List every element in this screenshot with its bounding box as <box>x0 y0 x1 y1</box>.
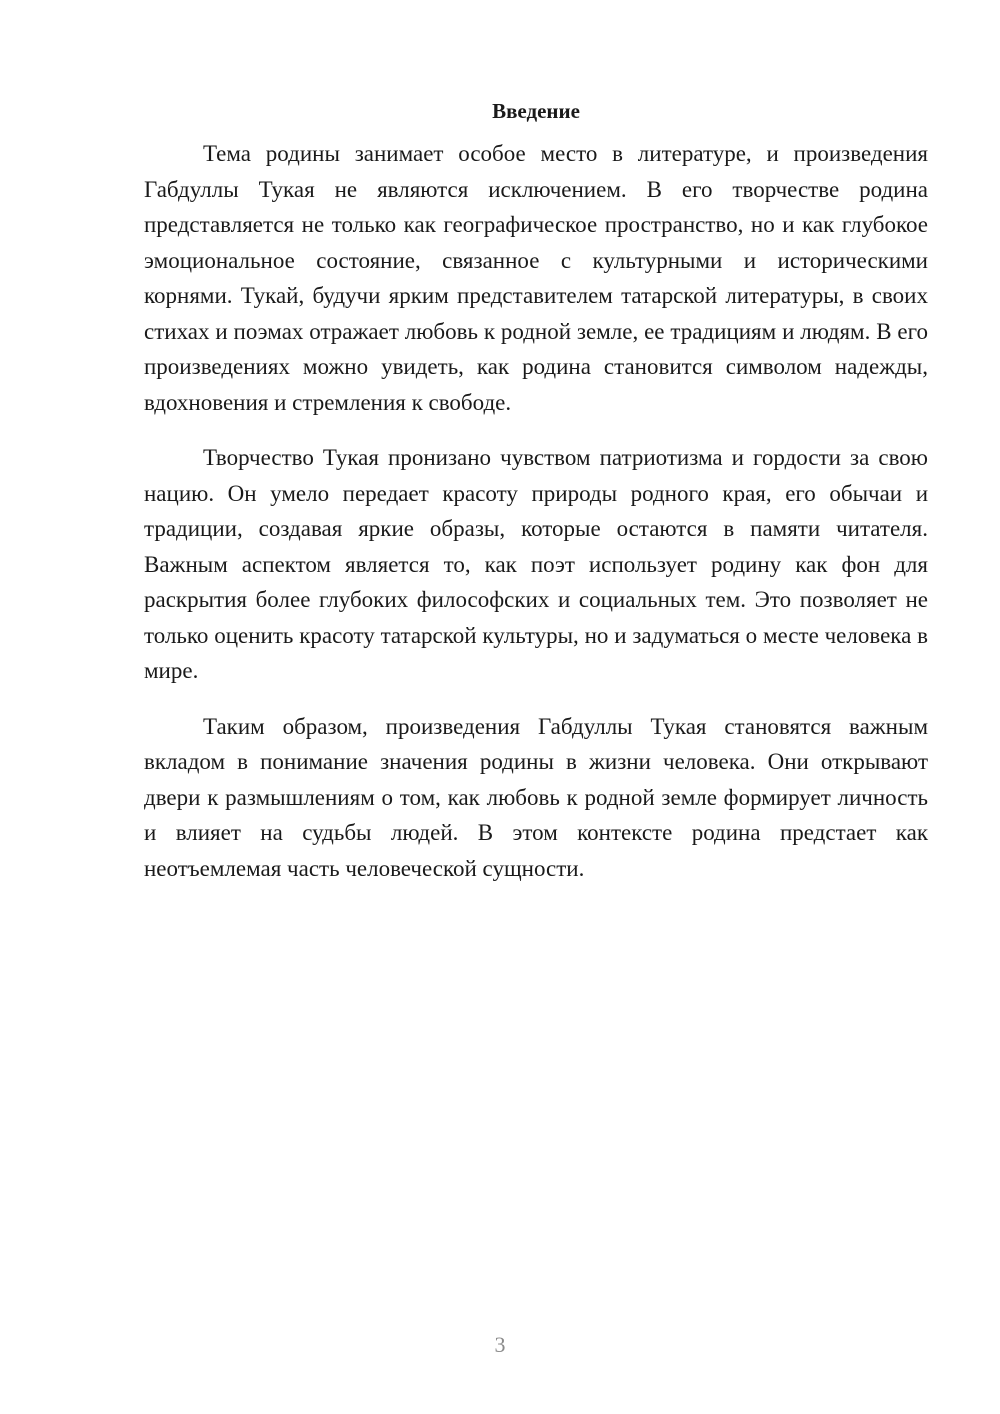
page-number: 3 <box>494 1332 506 1357</box>
paragraph-1: Тема родины занимает особое место в литературе, и произведения Габдуллы Тукая не являются исключением. В его творчестве родина представляется не только как географическое пространство, но и как глубокое эмоциональное состояние, связанное с культурными и историческими корнями. Тукай, будучи ярким представителем татарской литературы, в своих стихах и поэмах отражает любовь к родной земле, ее традициям и людям. В его произведениях можно увидеть, как родина становится символом надежды, вдохновения и стремления к свободе. <box>144 141 928 415</box>
section-heading: Введение <box>492 99 580 123</box>
page-content <box>144 96 928 906</box>
paragraph-3: Таким образом, произведения Габдуллы Тукая становятся важным вкладом в понимание значения родины в жизни человека. Они открывают двери к размышлениям о том, как любовь к родной земле формирует личность и влияет на судьбы людей. В этом контексте родина предстает как неотъемлемая часть человеческой сущности. <box>144 713 928 881</box>
paragraph-2: Творчество Тукая пронизано чувством патриотизма и гордости за свою нацию. Он умело передает красоту природы родного края, его обычаи и традиции, создавая яркие образы, которые остаются в памяти читателя. Важным аспектом является то, как поэт использует родину как фон для раскрытия более глубоких философских и социальных тем. Это позволяет не только оценить красоту татарской культуры, но и задуматься о месте человека в мире. <box>144 445 928 683</box>
